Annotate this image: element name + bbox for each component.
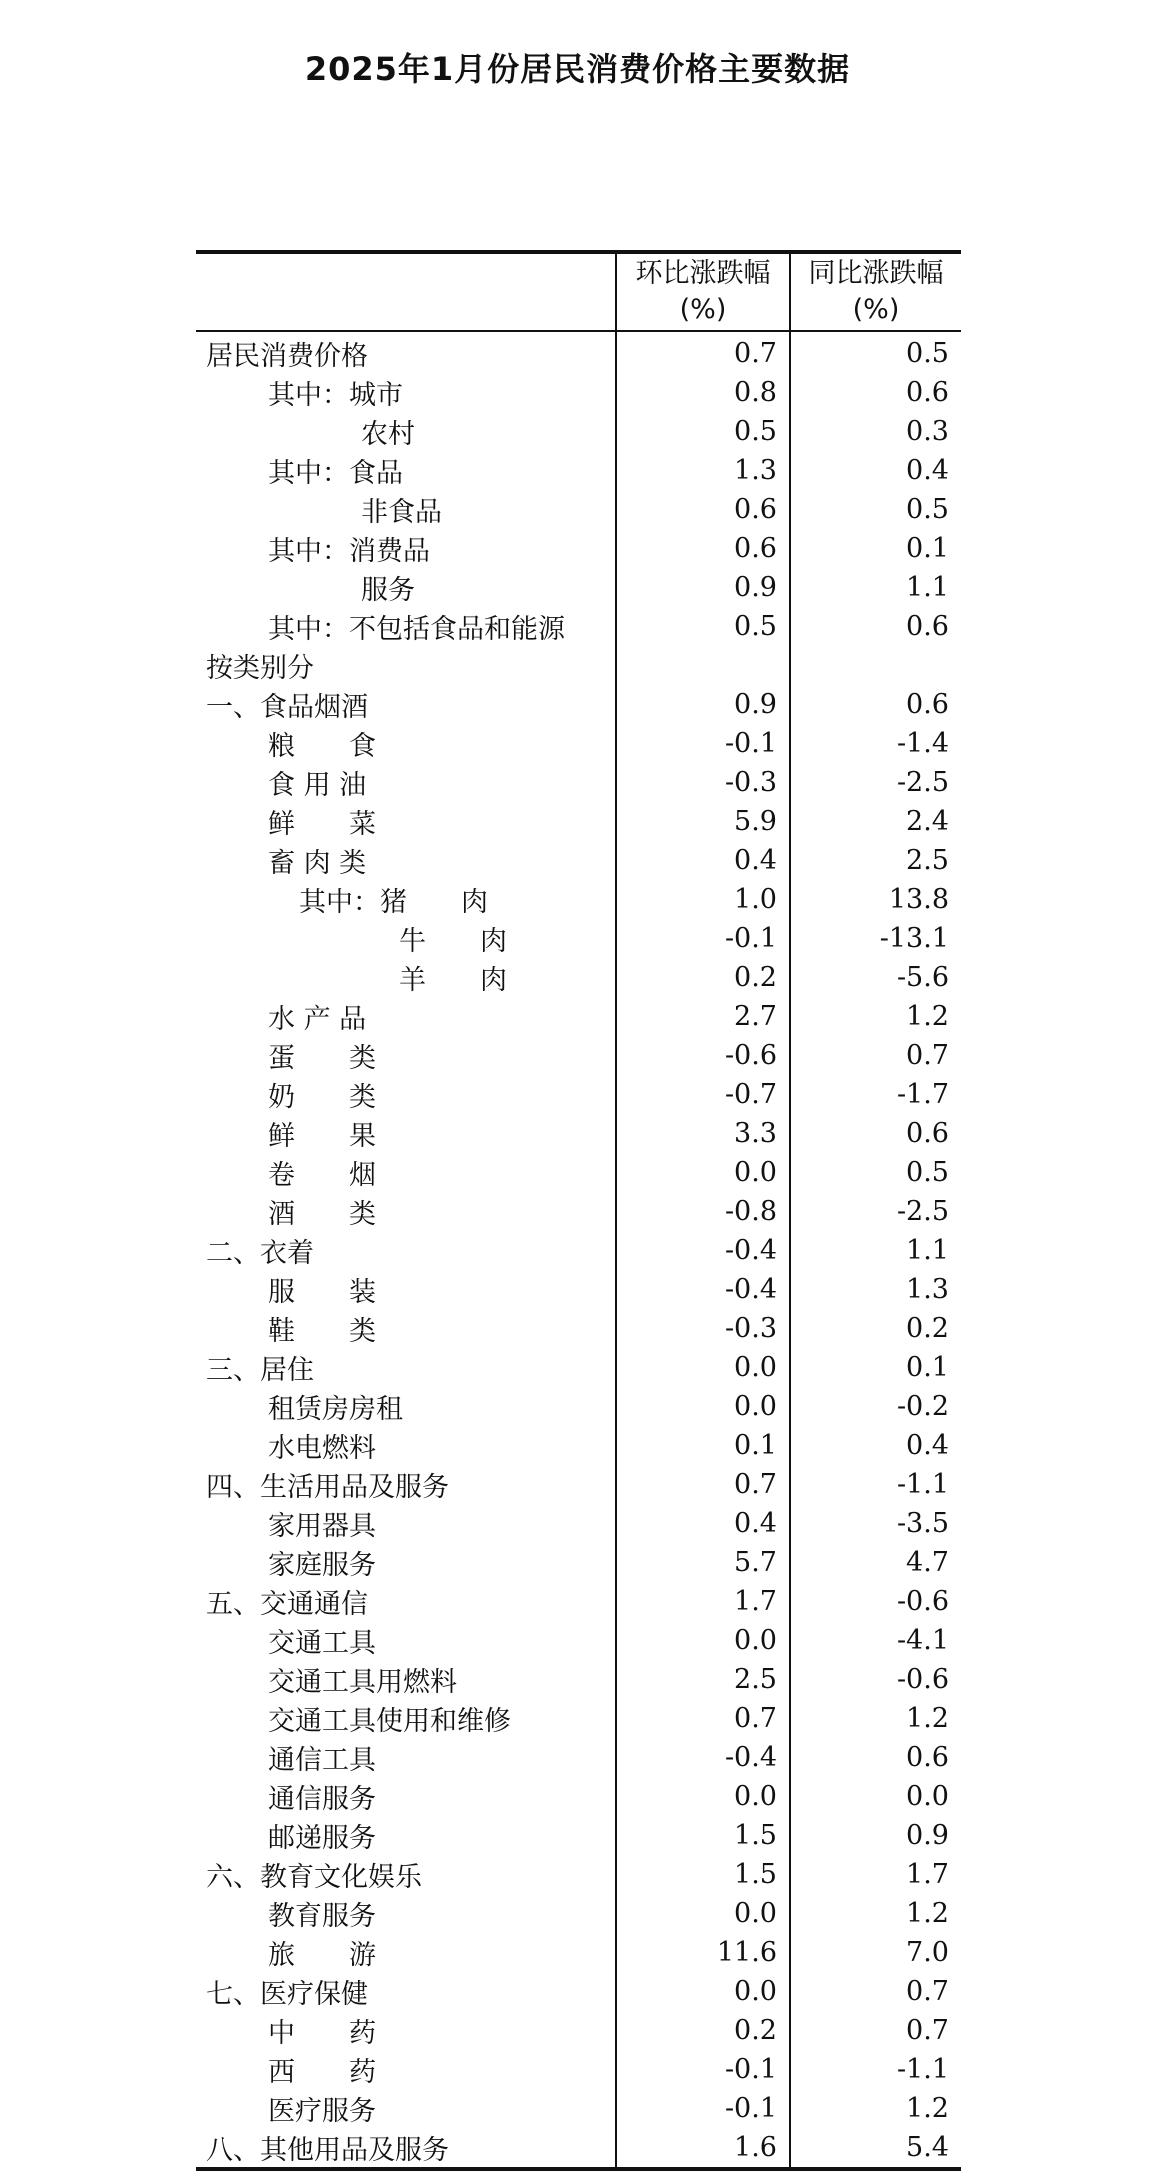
row-yoy-value: 0.4 — [790, 1426, 961, 1465]
row-yoy-value: 4.7 — [790, 1543, 961, 1582]
table-row — [196, 2011, 961, 2050]
table-row — [196, 1153, 961, 1192]
table-row — [196, 997, 961, 1036]
table-row — [196, 685, 961, 724]
row-mom-value: 0.0 — [616, 1621, 790, 1660]
table-row — [196, 1972, 961, 2011]
row-yoy-value: 0.5 — [790, 1153, 961, 1192]
row-mom-value: 0.0 — [616, 1894, 790, 1933]
table-row — [196, 490, 961, 529]
row-yoy-value: 0.4 — [790, 451, 961, 490]
row-label: 服务 — [361, 575, 415, 606]
row-label: 西 药 — [268, 2057, 376, 2088]
row-yoy-value: -2.5 — [790, 1192, 961, 1231]
row-mom-value: 5.7 — [616, 1543, 790, 1582]
row-mom-value: 0.0 — [616, 1777, 790, 1816]
row-label: 服 装 — [268, 1277, 376, 1308]
header-yoy-unit: (%) — [852, 294, 900, 325]
row-label: 中 药 — [268, 2018, 376, 2049]
table-row — [196, 1660, 961, 1699]
row-mom-value: 1.3 — [616, 451, 790, 490]
row-mom-value: 0.2 — [616, 958, 790, 997]
row-label: 其中：城市 — [268, 380, 403, 411]
row-yoy-value: 0.1 — [790, 1348, 961, 1387]
row-label: 一、食品烟酒 — [206, 692, 368, 723]
table-row — [196, 1114, 961, 1153]
row-label: 交通工具 — [268, 1628, 376, 1659]
row-mom-value: -0.4 — [616, 1270, 790, 1309]
row-yoy-value: -13.1 — [790, 919, 961, 958]
table-row — [196, 2128, 961, 2169]
row-yoy-value: 0.7 — [790, 1036, 961, 1075]
table-row — [196, 880, 961, 919]
row-mom-value: 1.0 — [616, 880, 790, 919]
row-mom-value: -0.7 — [616, 1075, 790, 1114]
row-yoy-value: 1.2 — [790, 1699, 961, 1738]
row-mom-value: 0.5 — [616, 412, 790, 451]
row-yoy-value: -0.6 — [790, 1582, 961, 1621]
row-mom-value: 2.7 — [616, 997, 790, 1036]
row-label: 通信服务 — [268, 1784, 376, 1815]
row-label: 七、医疗保健 — [206, 1979, 368, 2010]
table-row — [196, 919, 961, 958]
row-label: 租赁房房租 — [268, 1394, 403, 1425]
row-label: 其中：不包括食品和能源 — [268, 614, 565, 645]
row-label: 农村 — [361, 419, 415, 450]
row-label: 医疗服务 — [268, 2096, 376, 2127]
table-row — [196, 1777, 961, 1816]
row-yoy-value: -2.5 — [790, 763, 961, 802]
table-row — [196, 958, 961, 997]
row-label: 卷 烟 — [268, 1160, 376, 1191]
table-row — [196, 1582, 961, 1621]
table-row — [196, 1231, 961, 1270]
row-mom-value: 0.0 — [616, 1348, 790, 1387]
row-yoy-value: -0.6 — [790, 1660, 961, 1699]
row-yoy-value: -0.2 — [790, 1387, 961, 1426]
table-row — [196, 1465, 961, 1504]
table-row — [196, 1426, 961, 1465]
row-yoy-value: 2.5 — [790, 841, 961, 880]
row-yoy-value: 0.6 — [790, 607, 961, 646]
row-label: 家用器具 — [268, 1511, 376, 1542]
row-label: 四、生活用品及服务 — [206, 1472, 449, 1503]
row-mom-value: 0.7 — [616, 1699, 790, 1738]
row-mom-value: 0.6 — [616, 490, 790, 529]
row-yoy-value: 13.8 — [790, 880, 961, 919]
row-mom-value: 0.9 — [616, 685, 790, 724]
row-yoy-value: 0.6 — [790, 1738, 961, 1777]
row-mom-value: 1.5 — [616, 1816, 790, 1855]
table-row — [196, 607, 961, 646]
row-mom-value: 5.9 — [616, 802, 790, 841]
table-row — [196, 373, 961, 412]
row-mom-value: -0.1 — [616, 2050, 790, 2089]
row-yoy-value: -1.1 — [790, 2050, 961, 2089]
row-mom-value — [616, 646, 790, 685]
table-row — [196, 1348, 961, 1387]
row-mom-value: 0.2 — [616, 2011, 790, 2050]
row-mom-value: 0.6 — [616, 529, 790, 568]
row-yoy-value: 1.1 — [790, 568, 961, 607]
row-label: 畜 肉 类 — [268, 848, 367, 879]
table-row — [196, 1309, 961, 1348]
table-header — [196, 252, 961, 331]
row-label: 鲜 果 — [268, 1121, 376, 1152]
table-row — [196, 1699, 961, 1738]
header-yoy-label: 同比涨跌幅 — [808, 258, 944, 289]
row-yoy-value — [790, 646, 961, 685]
row-label: 非食品 — [361, 497, 442, 528]
table-row — [196, 1738, 961, 1777]
row-yoy-value: -4.1 — [790, 1621, 961, 1660]
row-mom-value: 0.4 — [616, 1504, 790, 1543]
table-row — [196, 1543, 961, 1582]
header-blank-cell — [196, 252, 616, 331]
row-yoy-value: 1.1 — [790, 1231, 961, 1270]
row-label: 邮递服务 — [268, 1823, 376, 1854]
row-mom-value: 0.0 — [616, 1387, 790, 1426]
row-mom-value: 0.4 — [616, 841, 790, 880]
table-row — [196, 1621, 961, 1660]
header-row — [196, 252, 961, 331]
row-mom-value: 0.5 — [616, 607, 790, 646]
row-yoy-value: -5.6 — [790, 958, 961, 997]
row-label: 水 产 品 — [268, 1004, 367, 1035]
row-label: 通信工具 — [268, 1745, 376, 1776]
row-mom-value: 1.6 — [616, 2128, 790, 2169]
row-mom-value: -0.6 — [616, 1036, 790, 1075]
table-row — [196, 646, 961, 685]
row-yoy-value: 0.9 — [790, 1816, 961, 1855]
table-row — [196, 724, 961, 763]
row-mom-value: 2.5 — [616, 1660, 790, 1699]
table-row — [196, 1894, 961, 1933]
row-yoy-value: 7.0 — [790, 1933, 961, 1972]
header-yoy-cell — [790, 252, 961, 331]
row-yoy-value: 1.7 — [790, 1855, 961, 1894]
row-mom-value: 1.7 — [616, 1582, 790, 1621]
table-row — [196, 331, 961, 373]
row-label: 奶 类 — [268, 1082, 376, 1113]
row-label: 旅 游 — [268, 1940, 376, 1971]
row-label: 水电燃料 — [268, 1433, 376, 1464]
row-label: 居民消费价格 — [206, 341, 368, 372]
row-mom-value: 1.5 — [616, 1855, 790, 1894]
cpi-table — [196, 250, 961, 2171]
row-label: 鲜 菜 — [268, 809, 376, 840]
row-label: 二、衣着 — [206, 1238, 314, 1269]
row-label: 教育服务 — [268, 1901, 376, 1932]
table-row — [196, 1192, 961, 1231]
table-row — [196, 1387, 961, 1426]
row-mom-value: 0.1 — [616, 1426, 790, 1465]
row-mom-value: 0.9 — [616, 568, 790, 607]
row-label: 其中：猪 肉 — [299, 887, 488, 918]
row-label: 交通工具使用和维修 — [268, 1706, 511, 1737]
page-title: 2025年1月份居民消费价格主要数据 — [304, 50, 851, 88]
row-yoy-value: -1.4 — [790, 724, 961, 763]
row-yoy-value: 0.5 — [790, 331, 961, 373]
table-row — [196, 1933, 961, 1972]
row-label: 其中：消费品 — [268, 536, 430, 567]
row-label: 其中：食品 — [268, 458, 403, 489]
table-row — [196, 568, 961, 607]
row-yoy-value: 0.3 — [790, 412, 961, 451]
row-yoy-value: 0.1 — [790, 529, 961, 568]
row-label: 羊 肉 — [399, 965, 507, 996]
header-mom-unit: (%) — [679, 294, 727, 325]
row-yoy-value: 0.6 — [790, 373, 961, 412]
row-yoy-value: 0.0 — [790, 1777, 961, 1816]
row-yoy-value: 1.2 — [790, 997, 961, 1036]
row-label: 家庭服务 — [268, 1550, 376, 1581]
row-label: 五、交通通信 — [206, 1589, 368, 1620]
row-yoy-value: -3.5 — [790, 1504, 961, 1543]
row-label: 三、居住 — [206, 1355, 314, 1386]
table-row — [196, 412, 961, 451]
table-row — [196, 1504, 961, 1543]
row-yoy-value: 1.2 — [790, 2089, 961, 2128]
row-mom-value: 0.0 — [616, 1153, 790, 1192]
row-yoy-value: 0.7 — [790, 1972, 961, 2011]
row-label: 鞋 类 — [268, 1316, 376, 1347]
row-yoy-value: 1.3 — [790, 1270, 961, 1309]
row-yoy-value: 0.6 — [790, 1114, 961, 1153]
row-yoy-value: -1.1 — [790, 1465, 961, 1504]
row-mom-value: 0.7 — [616, 331, 790, 373]
row-label: 牛 肉 — [399, 926, 507, 957]
row-mom-value: 3.3 — [616, 1114, 790, 1153]
table-row — [196, 1036, 961, 1075]
row-mom-value: -0.4 — [616, 1231, 790, 1270]
row-label: 八、其他用品及服务 — [206, 2135, 449, 2166]
table-row — [196, 1075, 961, 1114]
row-label: 按类别分 — [206, 653, 314, 684]
row-yoy-value: 0.7 — [790, 2011, 961, 2050]
row-label: 酒 类 — [268, 1199, 376, 1230]
row-yoy-value: 2.4 — [790, 802, 961, 841]
table-row — [196, 1855, 961, 1894]
row-mom-value: -0.8 — [616, 1192, 790, 1231]
row-mom-value: 0.7 — [616, 1465, 790, 1504]
row-label: 蛋 类 — [268, 1043, 376, 1074]
row-yoy-value: 0.2 — [790, 1309, 961, 1348]
row-label: 六、教育文化娱乐 — [206, 1862, 422, 1893]
row-mom-value: -0.3 — [616, 763, 790, 802]
table-row — [196, 2050, 961, 2089]
row-yoy-value: 0.5 — [790, 490, 961, 529]
row-mom-value: -0.1 — [616, 2089, 790, 2128]
row-yoy-value: 0.6 — [790, 685, 961, 724]
row-mom-value: -0.1 — [616, 919, 790, 958]
header-mom-cell — [616, 252, 790, 331]
row-mom-value: 0.8 — [616, 373, 790, 412]
row-yoy-value: 5.4 — [790, 2128, 961, 2169]
header-mom-label: 环比涨跌幅 — [635, 258, 771, 289]
table-row — [196, 841, 961, 880]
row-mom-value: -0.4 — [616, 1738, 790, 1777]
table-row — [196, 451, 961, 490]
table-row — [196, 2089, 961, 2128]
table-row — [196, 763, 961, 802]
row-mom-value: 11.6 — [616, 1933, 790, 1972]
row-label: 交通工具用燃料 — [268, 1667, 457, 1698]
table-row — [196, 529, 961, 568]
row-mom-value: -0.1 — [616, 724, 790, 763]
table-body — [196, 331, 961, 2169]
row-mom-value: 0.0 — [616, 1972, 790, 2011]
row-yoy-value: -1.7 — [790, 1075, 961, 1114]
row-label: 粮 食 — [268, 731, 376, 762]
table-row — [196, 1270, 961, 1309]
table-row — [196, 1816, 961, 1855]
row-yoy-value: 1.2 — [790, 1894, 961, 1933]
row-mom-value: -0.3 — [616, 1309, 790, 1348]
row-label: 食 用 油 — [268, 770, 367, 801]
table-row — [196, 802, 961, 841]
